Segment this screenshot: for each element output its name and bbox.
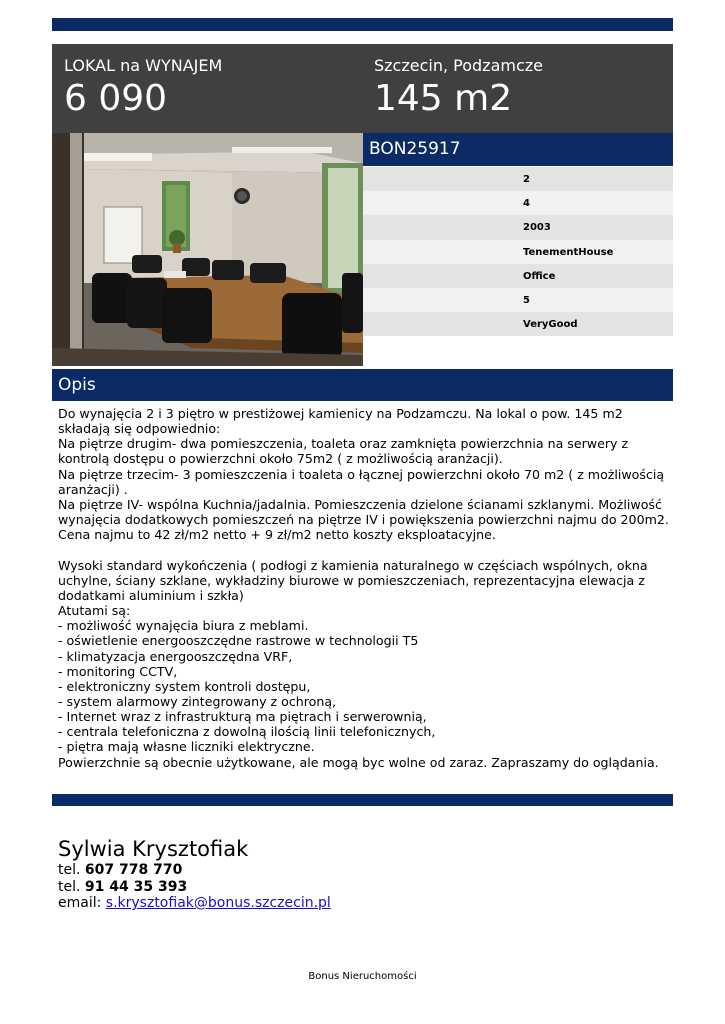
property-row <box>363 240 673 264</box>
email-link[interactable]: s.krysztofiak@bonus.szczecin.pl <box>105 895 331 911</box>
conference-room-photo <box>52 133 363 366</box>
listing-location: Szczecin, Podzamcze <box>374 56 543 75</box>
phone-number-1: 607 778 770 <box>84 862 183 878</box>
agent-contact <box>58 836 331 912</box>
email-line <box>58 895 331 912</box>
property-row <box>363 215 673 239</box>
phone-line-1 <box>58 862 331 879</box>
description-text: Do wynajęcia 2 i 3 piętro w prestiżowej kamienicy na Podzamczu. Na lokal o pow. 145 m2 składają się odpowiednio: Na piętrze drugim- dwa pomieszczenia, toaleta oraz zamknięta powierzchnia na serwery z kontrolą dostępu o powierzchni około 75m2 ( z możliwością aranżacji). Na piętrze trzecim- 3 pomieszczenia i toaleta o łącznej powierzchni około 70 m2 ( z możliwością aranżacji) . Na piętrze IV- wspólna Kuchnia/jadalnia. Pomieszczenia dzielone ścianami szklanymi. Możliwość wynajęcia dodatkowych pomieszczeń na piętrze IV i powiększenia powierzchni najmu do 200m2. Cena najmu to 42 zł/m2 netto + 9 zł/m2 netto koszty eksploatacyjne. Wysoki standard wykończenia ( podłogi z kamienia naturalnego w częściach wspólnych, okna uchylne, ściany szklane, wykładziny biurowe w pomieszczeniach, reprezentacyjna elewacja z dodatkami aluminium i szkła) Atutami są: - możliwość wynajęcia biura z meblami. - oświetlenie energooszczędne rastrowe w technologii T5 - klimatyzacja energooszczędna VRF, - monitoring CCTV, - elektroniczny system kontroli dostępu, - system alarmowy zintegrowany z ochroną, - Internet wraz z infrastrukturą ma piętrach i serwerownią, - centrala telefoniczna z dowolną ilością linii telefonicznych, - piętra mają własne liczniki elektryczne. Powierzchnie są obecnie użytkowane, ale mogą byc wolne od zaraz. Zapraszamy do oglądania. <box>58 406 669 770</box>
property-value: 4 <box>523 198 530 210</box>
tel-label: tel. <box>58 862 81 878</box>
listing-area: 145 m2 <box>374 78 513 119</box>
property-table <box>363 167 673 336</box>
reference-number: BON25917 <box>363 133 673 166</box>
property-value: 2 <box>523 174 530 185</box>
phone-line-2 <box>58 879 331 896</box>
tel-label: tel. <box>58 878 81 895</box>
email-label: email: <box>58 895 102 911</box>
property-value: 5 <box>523 294 530 306</box>
property-value: TenementHouse <box>523 246 614 258</box>
property-value: Office <box>523 270 556 282</box>
footer-text: Bonus Nieruchomości <box>308 971 417 982</box>
property-row <box>363 191 673 215</box>
property-row <box>363 264 673 288</box>
property-row <box>363 312 673 336</box>
header-left <box>64 56 222 120</box>
description-heading: Opis <box>52 369 673 401</box>
property-row <box>363 288 673 312</box>
agent-name: Sylwia Krysztofiak <box>58 837 249 861</box>
top-accent-bar <box>52 18 673 31</box>
header-right <box>374 56 543 120</box>
property-value: 2003 <box>523 222 551 234</box>
property-value: VeryGood <box>523 319 578 331</box>
listing-header <box>52 44 673 133</box>
listing-price: 6 090 <box>64 78 168 119</box>
property-row <box>363 167 673 191</box>
bottom-accent-bar <box>52 794 673 806</box>
listing-type: LOKAL na WYNAJEM <box>64 56 223 75</box>
phone-number-2: 91 44 35 393 <box>84 878 188 895</box>
property-photo <box>52 133 363 366</box>
